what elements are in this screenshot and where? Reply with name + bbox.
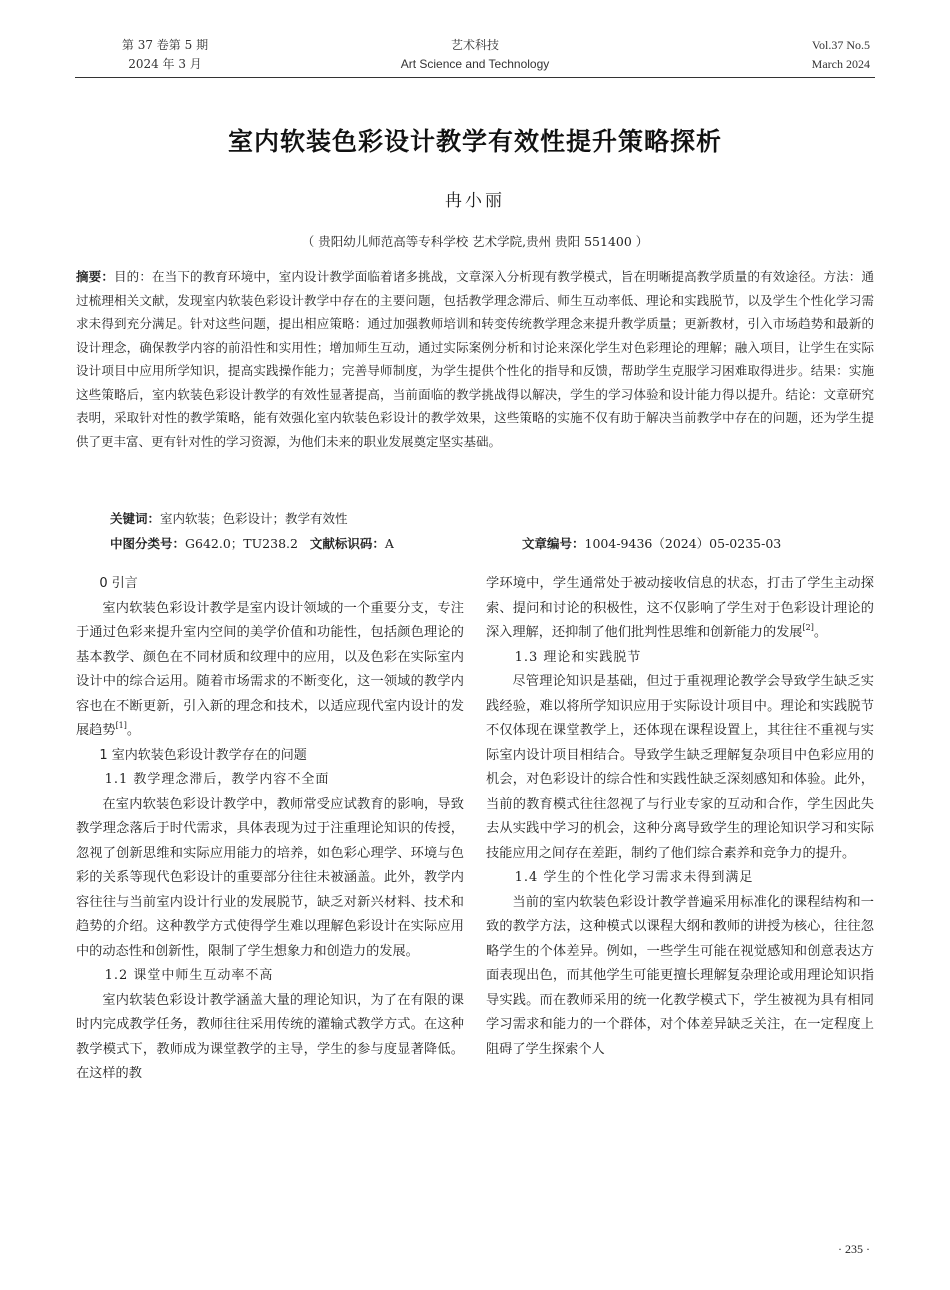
journal-issue-cn — [110, 36, 220, 74]
subsection-heading: 1.1 教学理念滞后，教学内容不全面 — [104, 772, 330, 787]
citation: [2] — [802, 623, 814, 632]
paragraph-end: 。 — [813, 625, 828, 640]
issue-date: 2024 年 3 月 — [128, 57, 202, 71]
abstract-text: 目的：在当下的教育环境中，室内设计教学面临着诸多挑战，文章深入分析现有教学模式，旨在明晰提高教学质量的有效途径。方法：通过梳理相关文献，发现室内软装色彩设计教学中存在的主要问题，包括教学理念滞后、师生互动率低、理论和实践脱节，以及学生个性化学习需求未得到充分满足。针对这些问题，提出相应策略：通过加强教师培训和转变传统教学理念来提升教学质量；更新教材，引入市场趋势和最新的设计理念，确保教学内容的前沿性和实用性；增加师生互动，通过实际案例分析和讨论来深化学生对色彩理论的理解；融入项目，让学生在实际设计项目中应用所学知识，提高实践操作能力；完善导师制度，为学生提供个性化的指导和反馈，帮助学生克服学习困难取得进步。结果：实施这些策略后，室内软装色彩设计教学的有效性显著提高，当前面临的教学挑战得以解决，学生的学习体验和设计能力得以提升。结论：文章研究表明，采取针对性的教学策略，能有效强化室内软装色彩设计的教学效果，这些策略的实施不仅有助于解决当前教学中存在的问题，还为学生提供了更丰富、更有针对性的学习资源，为他们未来的职业发展奠定坚实基础。 — [76, 269, 874, 449]
article-no-value: 1004-9436（2024）05-0235-03 — [584, 536, 782, 551]
paragraph-end: 。 — [126, 723, 141, 738]
paragraph — [76, 597, 464, 744]
section-heading: 0 引言 — [99, 576, 138, 591]
subsection-heading: 1.3 理论和实践脱节 — [514, 649, 642, 665]
citation: [1] — [115, 721, 127, 730]
affiliation: （ 贵阳幼儿师范高等专科学校 艺术学院,贵州 贵阳 551400 ） — [301, 234, 649, 249]
doc-code-value: A — [384, 536, 394, 551]
abstract — [76, 265, 874, 453]
classification — [110, 534, 394, 552]
article-no-label: 文章编号： — [522, 536, 585, 551]
paragraph: 在室内软装色彩设计教学中，教师常受应试教育的影响，导致教学理念落后于时代需求，具体表现为过于注重理论知识的传授，忽视了创新思维和实际应用能力的培养，如色彩心理学、环境与色彩的关系等现代色彩设计的重要部分往往未被涵盖。此外，教学内容往往与当前室内设计行业的发展脱节，缺乏对新兴材料、技术和趋势的介绍。这种教学方式使得学生难以理解色彩设计在实际应用中的动态性和创新性，限制了学生想象力和创造力的发展。 — [76, 796, 464, 959]
paragraph: 当前的室内软装色彩设计教学普遍采用标准化的课程结构和一致的教学方法，这种模式以课程大纲和教师的讲授为核心，往往忽略学生的个体差异。例如，一些学生可能在视觉感知和创意表达方面表现出色，而其他学生可能更擅长理解复杂理论或用理论知识指导实践。而在教师采用的统一化教学模式下，学生被视为具有相同学习需求和能力的一个群体，对个体差异缺乏关注，在一定程度上阻碍了学生探索个人 — [486, 894, 874, 1057]
subsection-heading: 1.4 学生的个性化学习需求未得到满足 — [514, 870, 754, 885]
article-number — [522, 534, 781, 552]
author-name: 冉小丽 — [445, 191, 505, 211]
journal-name-en: Art Science and Technology — [400, 57, 550, 71]
issue-date-en: March 2024 — [811, 57, 870, 71]
paragraph: 室内软装色彩设计教学涵盖大量的理论知识，为了在有限的课时内完成教学任务，教师往往采用传统的灌输式教学方式。在这种教学模式下，教师成为课堂教学的主导，学生的参与度显著降低。在这样的教 — [76, 992, 464, 1081]
journal-name-cn: 艺术科技 — [450, 38, 499, 52]
article-title: 室内软装色彩设计教学有效性提升策略探析 — [227, 127, 722, 156]
paragraph — [486, 572, 874, 646]
page-number: · 235 · — [838, 1242, 870, 1256]
body-right-column — [486, 572, 874, 1062]
clc-value: G642.0；TU238.2 — [185, 536, 298, 551]
clc-label: 中图分类号： — [110, 536, 186, 551]
paragraph-text: 室内软装色彩设计教学是室内设计领域的一个重要分支，专注于通过色彩来提升室内空间的美学价值和功能性，包括颜色理论的基本教学、颜色在不同材质和纹理中的应用，以及色彩在实际室内设计中的综合运用。随着市场需求的不断变化，这一领域的教学内容也在不断更新，引入新的理念和技术，以适应现代室内设计的发展趋势 — [76, 600, 464, 738]
body-left-column — [76, 572, 464, 1087]
keywords — [110, 509, 348, 527]
subsection-heading: 1.2 课堂中师生互动率不高 — [104, 968, 274, 983]
paragraph: 尽管理论知识是基础，但过于重视理论教学会导致学生缺乏实践经验，难以将所学知识应用于实际设计项目中。理论和实践脱节不仅体现在课堂教学上，还体现在课程设置上，其往往不重视与实际室内设计项目相结合。导致学生缺乏理解复杂项目中色彩应用的机会，对色彩设计的综合性和实践性缺乏深刻感知和体验。此外，当前的教育模式往往忽视了与行业专家的互动和合作，学生因此失去从实践中学习的机会，这种分离导致学生的理论知识学习和实际技能应用之间存在差距，制约了他们综合素养和竞争力的提升。 — [486, 674, 874, 861]
keywords-text: 室内软装；色彩设计；教学有效性 — [160, 511, 348, 526]
section-heading: 1 室内软装色彩设计教学存在的问题 — [99, 747, 307, 763]
volume-issue-en: Vol.37 No.5 — [811, 38, 870, 52]
abstract-label: 摘要： — [76, 269, 115, 284]
keywords-label: 关键词： — [110, 511, 161, 526]
doc-code-label: 文献标识码： — [309, 536, 385, 551]
journal-issue-en — [740, 36, 870, 74]
journal-name — [375, 36, 575, 74]
volume-issue: 第 37 卷第 5 期 — [121, 38, 209, 52]
paragraph-text: 学环境中，学生通常处于被动接收信息的状态，打击了学生主动探索、提问和讨论的积极性，这不仅影响了学生对于色彩设计理论的深入理解，还抑制了他们批判性思维和创新能力的发展 — [486, 576, 874, 640]
header-rule — [75, 77, 875, 78]
